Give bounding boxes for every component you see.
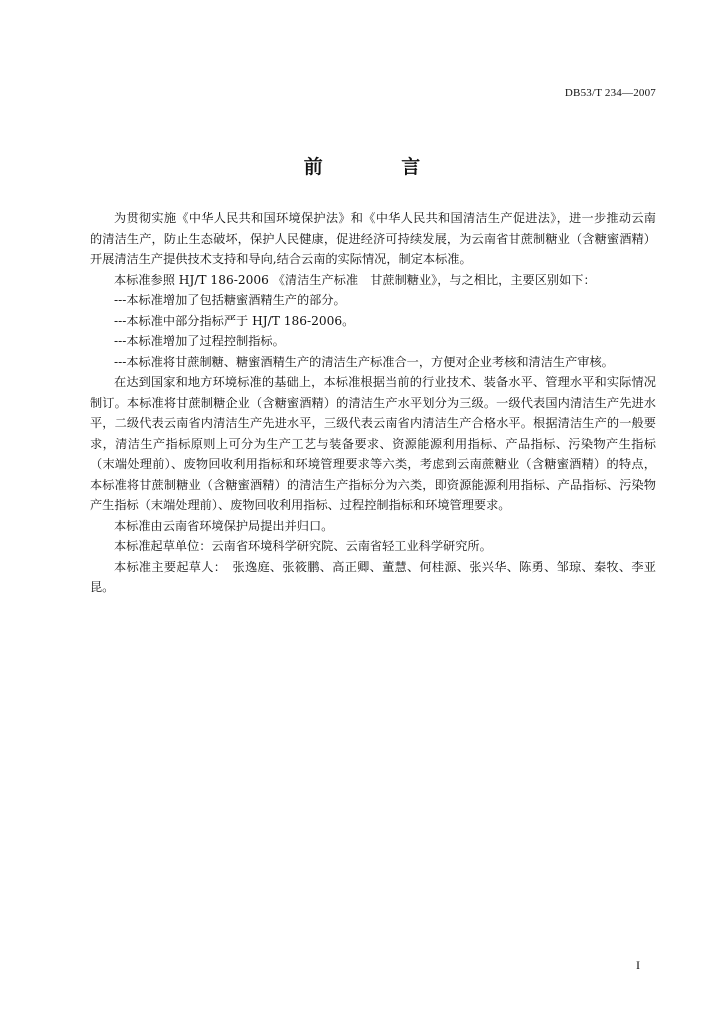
paragraph-drafters: 本标准主要起草人： 张逸庭、张筱鹏、高正卿、董慧、何桂源、张兴华、陈勇、邹琼、秦牧、李亚昆。: [90, 559, 656, 594]
paragraph-difference-1: ---本标准增加了包括糖蜜酒精生产的部分。: [114, 293, 346, 307]
paragraph-drafting-units: 本标准起草单位：云南省环境科学研究院、云南省轻工业科学研究所。: [114, 539, 492, 553]
paragraph-difference-4: ---本标准将甘蔗制糖、糖蜜酒精生产的清洁生产标准合一，方便对企业考核和清洁生产审核。: [114, 354, 614, 369]
standard-code: DB53/T 234—2007: [564, 87, 656, 99]
paragraph-difference-3: ---本标准增加了过程控制指标。: [114, 334, 285, 348]
page-number: I: [636, 958, 640, 972]
paragraph-reference: 本标准参照 HJ/T 186-2006 《清洁生产标准 甘蔗制糖业》，与之相比，主要区别如下：: [114, 272, 596, 287]
paragraph-levels: 在达到国家和地方环境标准的基础上，本标准根据当前的行业技术、装备水平、管理水平和实际情况制订。本标准将甘蔗制糖企业（含糖蜜酒精）的清洁生产水平划分为三级。一级代表国内清洁生产先进水平，二级代表云南省内清洁生产先进水平，三级代表云南省内清洁生产合格水平。根据清洁生产的一般要求，清洁生产指标原则上可分为生产工艺与装备要求、资源能源利用指标、产品指标、污染物产生指标（末端处理前）、废物回收利用指标和环境管理要求等六类，考虑到云南蔗糖业（含糖蜜酒精）的特点，本标准将甘蔗制糖业（含糖蜜酒精）的清洁生产指标分为六类，即资源能源利用指标、产品指标、污染物产生指标（末端处理前）、废物回收利用指标、过程控制指标和环境管理要求。: [90, 375, 656, 512]
foreword-body: [90, 208, 656, 598]
paragraph-purpose: 为贯彻实施《中华人民共和国环境保护法》和《中华人民共和国清洁生产促进法》，进一步推动云南的清洁生产，防止生态破坏，保护人民健康，促进经济可持续发展，为云南省甘蔗制糖业（含糖蜜酒精）开展清洁生产提供技术支持和导向,结合云南的实际情况，制定本标准。: [90, 211, 656, 266]
paragraph-difference-2: ---本标准中部分指标严于 HJ/T 186-2006。: [114, 313, 355, 328]
page-title: 前 言: [303, 156, 457, 178]
paragraph-proposer: 本标准由云南省环境保护局提出并归口。: [114, 518, 334, 533]
